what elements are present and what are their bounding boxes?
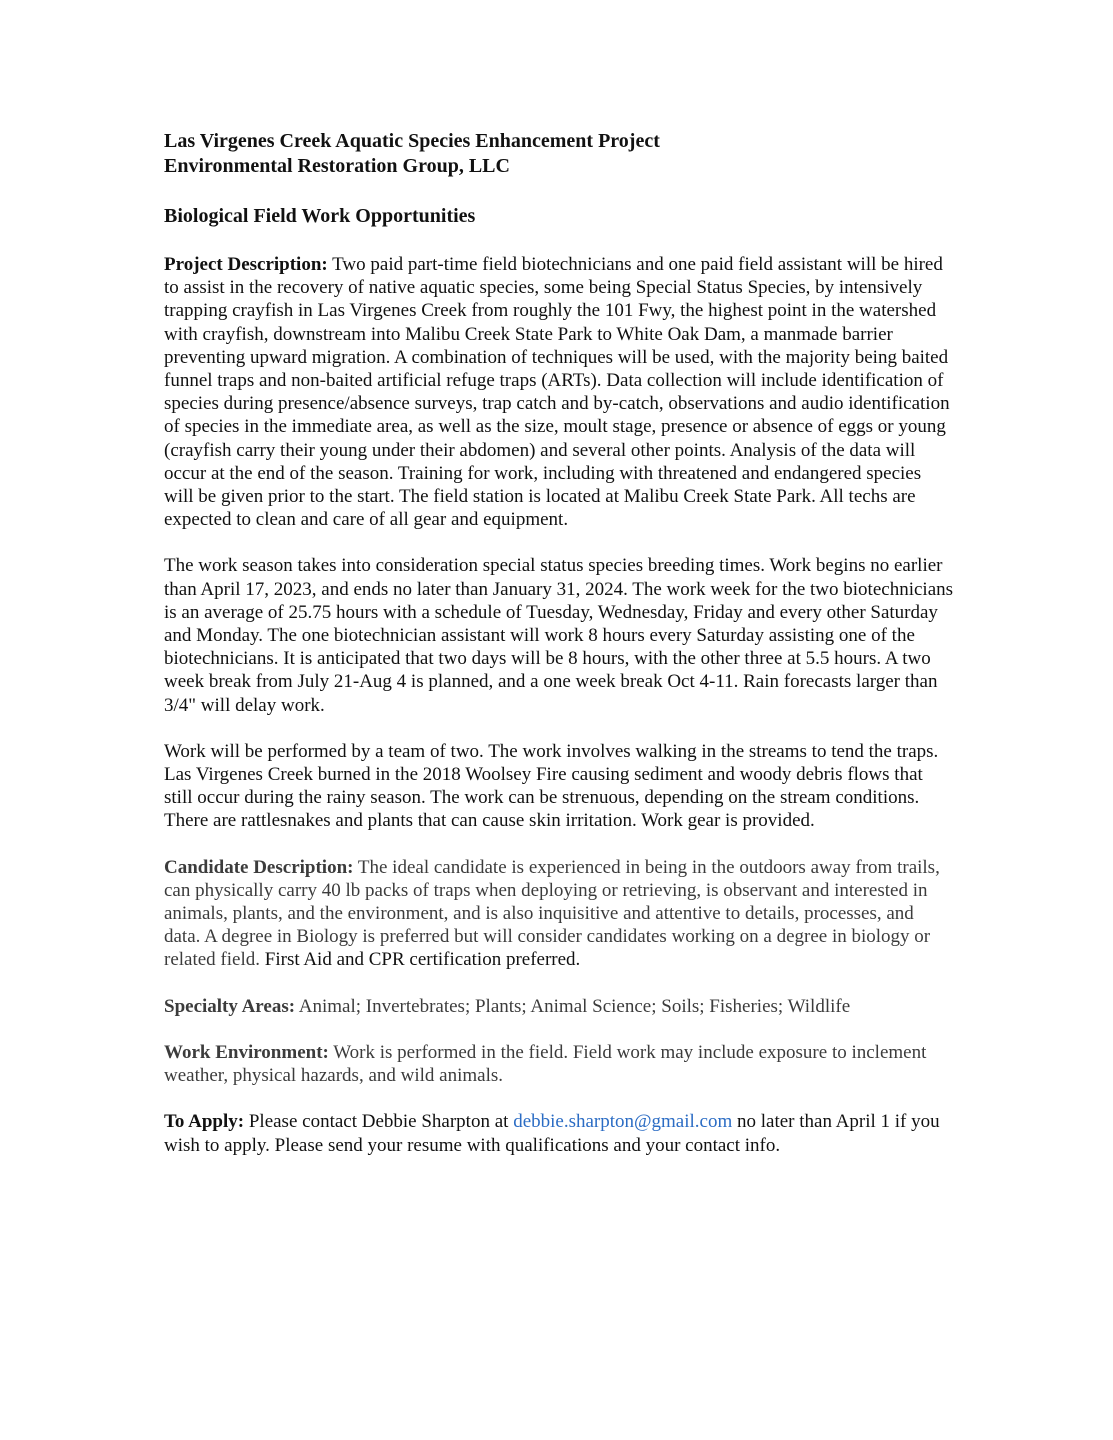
document-header bbox=[164, 129, 954, 179]
project-description-text: Two paid part-time field biotechnicians and one paid field assistant will be hired to assist in the recovery of native aquatic species, some being Special Status Species, by intensively trapping crayfish in Las Virgenes Creek from roughly the 101 Fwy, the highest point in the watershed with crayfish, downstream into Malibu Creek State Park to White Oak Dam, a manmade barrier preventing upward migration. A combination of techniques will be used, with the majority being baited funnel traps and non-baited artificial refuge traps (ARTs). Data collection will include identification of species during presence/absence surveys, trap catch and by-catch, observations and audio identification of species in the immediate area, as well as the size, moult stage, presence or absence of eggs or young (crayfish carry their young under their abdomen) and several other points. Analysis of the data will occur at the end of the season. Training for work, including with threatened and endangered species will be given prior to the start. The field station is located at Malibu Creek State Park. All techs are expected to clean and care of all gear and equipment. bbox=[164, 254, 950, 531]
contact-email-link[interactable]: debbie.sharpton@gmail.com bbox=[513, 1111, 733, 1133]
project-title: Las Virgenes Creek Aquatic Species Enhancement Project bbox=[164, 130, 660, 152]
project-description-label: Project Description: bbox=[164, 254, 328, 275]
page-heading: Biological Field Work Opportunities bbox=[164, 205, 476, 227]
work-environment-label: Work Environment: bbox=[164, 1041, 329, 1063]
to-apply-label: To Apply: bbox=[164, 1111, 245, 1133]
work-environment-text: Work is performed in the field. Field work may include exposure to inclement weather, physical hazards, and wild animals. bbox=[164, 1041, 927, 1087]
to-apply-text-after: no later than April 1 if you wish to apply. Please send your resume with qualifications and your contact info. bbox=[164, 1111, 940, 1156]
to-apply-paragraph bbox=[164, 1110, 954, 1156]
candidate-description-label: Candidate Description: bbox=[164, 856, 354, 878]
work-season-paragraph: The work season takes into consideration special status species breeding times. Work begins no earlier than April 17, 2023, and ends no later than January 31, 2024. The work week for the two biotechnicians is an average of 25.75 hours with a schedule of Tuesday, Wednesday, Friday and every other Saturday and Monday. The one biotechnician assistant will work 8 hours every Saturday assisting one of the biotechnicians. It is anticipated that two days will be 8 hours, with the other three at 5.5 hours. A two week break from July 21-Aug 4 is planned, and a one week break Oct 4-11. Rain forecasts larger than 3/4" will delay work. bbox=[164, 555, 954, 716]
to-apply-text-before: Please contact Debbie Sharpton at bbox=[244, 1111, 514, 1133]
organization-name: Environmental Restoration Group, LLC bbox=[164, 155, 510, 177]
candidate-certification-text: First Aid and CPR certification preferred. bbox=[260, 949, 581, 971]
work-environment-paragraph bbox=[164, 1041, 954, 1087]
specialty-areas-paragraph bbox=[164, 995, 954, 1018]
document-page bbox=[164, 129, 954, 1157]
specialty-areas-label: Specialty Areas: bbox=[164, 995, 296, 1017]
project-description-paragraph bbox=[164, 253, 954, 531]
candidate-description-text: The ideal candidate is experienced in being in the outdoors away from trails, can physically carry 40 lb packs of traps when deploying or retrieving, is observant and interested in animals, plants, and the environment, and is also inquisitive and attentive to details, processes, and data. A degree in Biology is preferred but will consider candidates working on a degree in biology or related field. bbox=[164, 856, 940, 971]
specialty-areas-text: Animal; Invertebrates; Plants; Animal Science; Soils; Fisheries; Wildlife bbox=[295, 995, 851, 1017]
team-work-paragraph: Work will be performed by a team of two. The work involves walking in the streams to tend the traps. Las Virgenes Creek burned in the 2018 Woolsey Fire causing sediment and woody debris flows that still occur during the rainy season. The work can be strenuous, depending on the stream conditions. There are rattlesnakes and plants that can cause skin irritation. Work gear is provided. bbox=[164, 740, 939, 832]
candidate-description-paragraph bbox=[164, 856, 954, 972]
